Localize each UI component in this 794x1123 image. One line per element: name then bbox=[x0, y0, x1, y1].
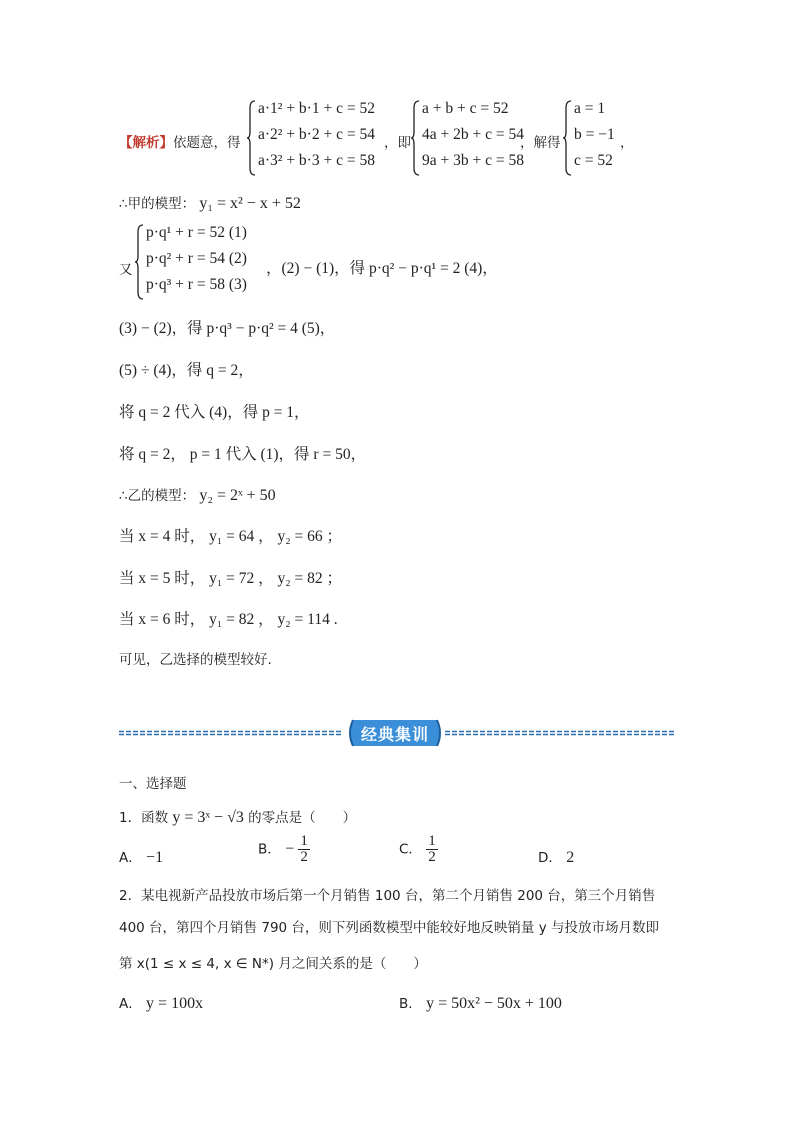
equation-system-1 bbox=[246, 100, 386, 176]
equation-row: p·q¹ + r = 52 (1) bbox=[146, 224, 247, 241]
option-label: A． bbox=[119, 996, 142, 1012]
q1-option-c[interactable] bbox=[399, 834, 438, 865]
option-value: y = 100x bbox=[146, 995, 204, 1012]
option-fraction bbox=[426, 834, 438, 865]
banner-title: 经典集训 bbox=[360, 725, 429, 744]
q1-formula: y = 3ˣ − √3 bbox=[172, 809, 244, 826]
equation-system-4 bbox=[134, 224, 274, 300]
option-value: 2 bbox=[566, 849, 575, 866]
option-label: D． bbox=[538, 850, 562, 866]
jiede-text: ，解得 bbox=[520, 135, 561, 151]
section-banner bbox=[119, 716, 675, 750]
equation-row: a + b + c = 52 bbox=[422, 100, 509, 117]
analysis-tag: 【解析】 bbox=[119, 135, 173, 151]
intro-text: 依题意，得 bbox=[173, 135, 241, 151]
option-value: −1 bbox=[146, 849, 164, 866]
derivation-line-r: 将 q = 2， p = 1 代入 (1)，得 r = 50， bbox=[119, 446, 367, 463]
comparison-row: 当 x = 5 时， y₁ = 72 ， y₂ = 82 ； bbox=[119, 570, 343, 587]
equation-system-3 bbox=[562, 100, 622, 176]
left-brace bbox=[134, 224, 144, 300]
yi-model-line bbox=[119, 484, 276, 505]
derivation-line-5: (3) − (2)，得 p·q³ − p·q² = 4 (5)， bbox=[119, 320, 336, 337]
q1-option-b[interactable] bbox=[258, 834, 310, 865]
yi-model-formula: y₂ = 2ˣ + 50 bbox=[199, 487, 276, 504]
equation-row: p·q² + r = 54 (2) bbox=[146, 250, 247, 267]
fraction-numerator: 1 bbox=[428, 833, 436, 849]
jia-model-label: ∴甲的模型： bbox=[119, 196, 196, 212]
comparison-row: 当 x = 6 时， y₁ = 82 ， y₂ = 114 . bbox=[119, 611, 338, 628]
ji-text: ，即 bbox=[384, 135, 411, 151]
equation-row: c = 52 bbox=[574, 152, 613, 169]
q2-option-a[interactable] bbox=[119, 992, 203, 1013]
q1-option-a[interactable] bbox=[119, 846, 163, 867]
option-fraction bbox=[298, 834, 310, 865]
fraction-denominator: 2 bbox=[428, 849, 436, 865]
question-2-line-3: 第 x(1 ≤ x ≤ 4, x ∈ N*) 月之间关系的是（ ） bbox=[119, 956, 427, 972]
jia-model-formula: y₁ = x² − x + 52 bbox=[199, 195, 301, 212]
equation-row: 9a + 3b + c = 58 bbox=[422, 152, 524, 169]
option-label: B． bbox=[399, 996, 422, 1012]
left-brace bbox=[562, 100, 572, 176]
equation-row: p·q³ + r = 58 (3) bbox=[146, 276, 247, 293]
derivation-line-p: 将 q = 2 代入 (4)，得 p = 1， bbox=[119, 404, 310, 421]
solution-intro bbox=[119, 131, 241, 151]
banner-dashed-line-left bbox=[119, 730, 343, 736]
option-label: C． bbox=[399, 841, 422, 858]
q1-option-d[interactable] bbox=[538, 846, 574, 867]
option-value: y = 50x² − 50x + 100 bbox=[426, 995, 562, 1012]
section-heading: 一、选择题 bbox=[119, 776, 187, 792]
you-text: 又 bbox=[119, 262, 133, 278]
question-1-stem bbox=[119, 806, 356, 827]
banner-dashed-line-right bbox=[445, 730, 675, 736]
comparison-row: 当 x = 4 时， y₁ = 64 ， y₂ = 66 ； bbox=[119, 528, 343, 545]
sys4-tail: ，(2) − (1)，得 p·q² − p·q¹ = 2 (4)， bbox=[266, 260, 498, 277]
jia-model-line bbox=[119, 192, 301, 213]
left-brace bbox=[410, 100, 420, 176]
equation-row: a·3² + b·3 + c = 58 bbox=[258, 152, 375, 169]
equation-row: b = −1 bbox=[574, 126, 615, 143]
conclusion: 可见，乙选择的模型较好. bbox=[119, 652, 272, 668]
equation-row: a·2² + b·2 + c = 54 bbox=[258, 126, 375, 143]
option-sign: − bbox=[285, 840, 295, 858]
q1-suffix: 的零点是（ ） bbox=[248, 810, 357, 826]
equation-row: a = 1 bbox=[574, 100, 606, 117]
question-2-line-1: 2．某电视新产品投放市场后第一个月销售 100 台，第二个月销售 200 台，第三个月销售 bbox=[119, 888, 656, 904]
left-brace bbox=[246, 100, 256, 176]
question-2-line-2: 400 台，第四个月销售 790 台，则下列函数模型中能较好地反映销量 y 与投放市场月数即 bbox=[119, 920, 659, 936]
fraction-numerator: 1 bbox=[300, 833, 308, 849]
yi-model-label: ∴乙的模型： bbox=[119, 488, 196, 504]
option-label: B． bbox=[258, 841, 281, 858]
fraction-denominator: 2 bbox=[300, 849, 308, 865]
equation-row: 4a + 2b + c = 54 bbox=[422, 126, 524, 143]
q1-prefix: 1．函数 bbox=[119, 810, 169, 826]
equation-row: a·1² + b·1 + c = 52 bbox=[258, 100, 375, 117]
derivation-line-q: (5) ÷ (4)，得 q = 2， bbox=[119, 362, 254, 379]
sys3-end: ， bbox=[620, 135, 634, 151]
q2-option-b[interactable] bbox=[399, 992, 562, 1013]
equation-system-2 bbox=[410, 100, 530, 176]
option-label: A． bbox=[119, 850, 142, 866]
